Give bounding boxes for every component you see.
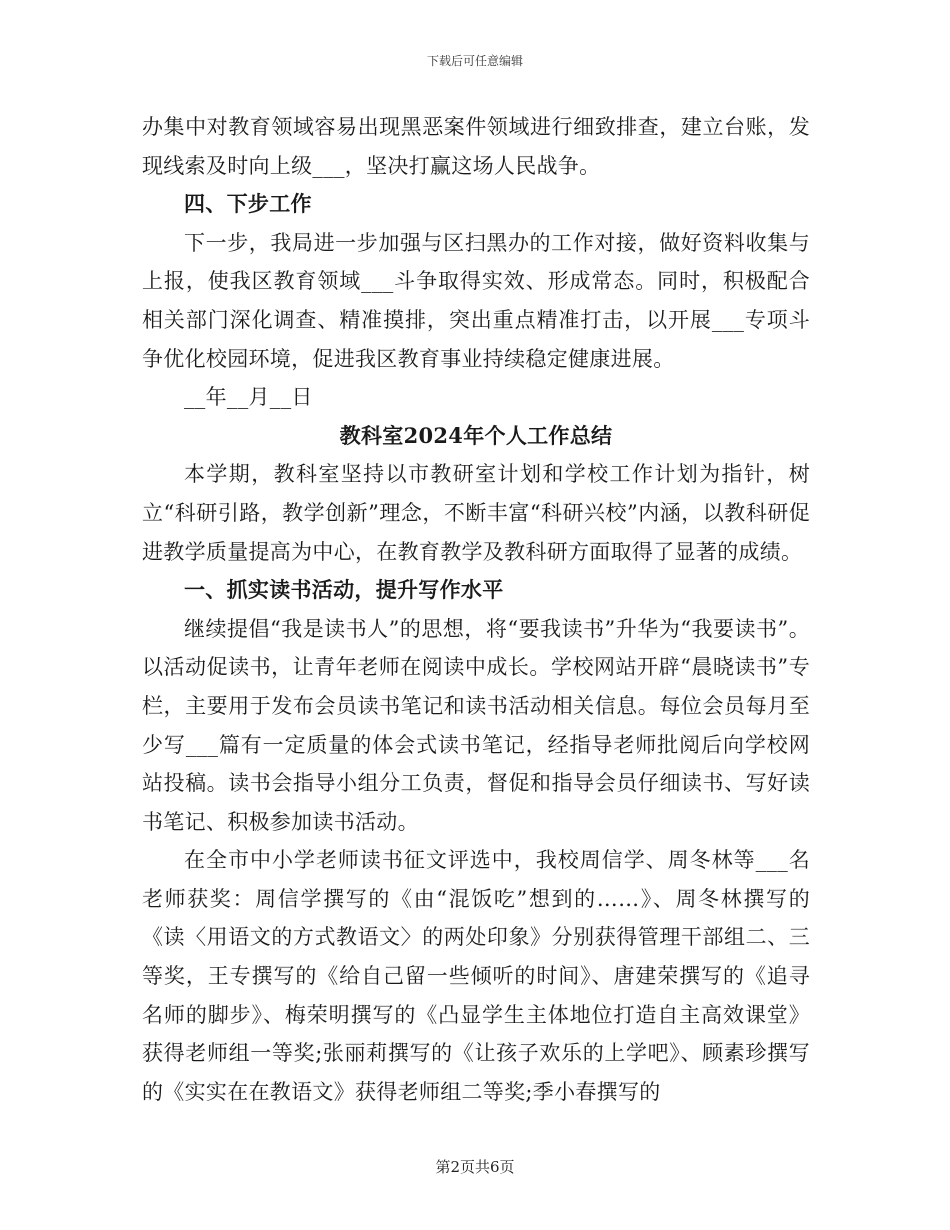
- paragraph-reading-1: 继续提倡“我是读书人”的思想，将“要我读书”升华为“我要读书”。以活动促读书，让青年老师在阅读中成长。学校网站开辟“晨晓读书”专栏，主要用于发布会员读书笔记和读书活动相关信息。每位会员每月至少写___篇有一定质量的体会式读书笔记，经指导老师批阅后向学校网站投稿。读书会指导小组分工负责，督促和指导会员仔细读书、写好读书笔记、积极参加读书活动。: [142, 616, 810, 834]
- paragraph-intro: 本学期，教科室坚持以市教研室计划和学校工作计划为指针，树立“科研引路，教学创新”理念，不断丰富“科研兴校”内涵，以教科研促进教学质量提高为中心，在教育教学及教科研方面取得了显著的成绩。: [142, 462, 810, 564]
- page-footer: 第2页共6页: [435, 1158, 515, 1176]
- paragraph-continued: 办集中对教育领域容易出现黑恶案件领域进行细致排查，建立台账，发现线索及时向上级___，坚决打赢这场人民战争。: [142, 115, 810, 178]
- paragraph-next-steps: 下一步，我局进一步加强与区扫黑办的工作对接，做好资料收集与上报，使我区教育领域___斗争取得实效、形成常态。同时，积极配合相关部门深化调查、精准摸排，突出重点精准打击，以开展___专项斗争优化校园环境，促进我区教育事业持续稳定健康进展。: [142, 230, 810, 371]
- section-heading-next-steps: 四、下步工作: [184, 191, 312, 217]
- document-body: [142, 108, 810, 1111]
- document-title: 教科室2024年个人工作总结: [339, 422, 613, 448]
- page-header: 下载后可任意编辑: [426, 54, 523, 68]
- section-heading-reading: 一、抓实读书活动，提升写作水平: [184, 577, 504, 603]
- date-line: __年__月__日: [184, 385, 313, 410]
- paragraph-reading-2: 在全市中小学老师读书征文评选中，我校周信学、周冬林等___名老师获奖：周信学撰写的《由“混饭吃”想到的……》、周冬林撰写的《读〈用语文的方式教语文〉的两处印象》分别获得管理干部组二、三等奖，王专撰写的《给自己留一些倾听的时间》、唐建荣撰写的《追寻名师的脚步》、梅荣明撰写的《凸显学生主体地位打造自主高效课堂》获得老师组一等奖;张丽莉撰写的《让孩子欢乐的上学吧》、顾素珍撰写的《实实在在教语文》获得老师组二等奖;季小春撰写的: [142, 848, 810, 1104]
